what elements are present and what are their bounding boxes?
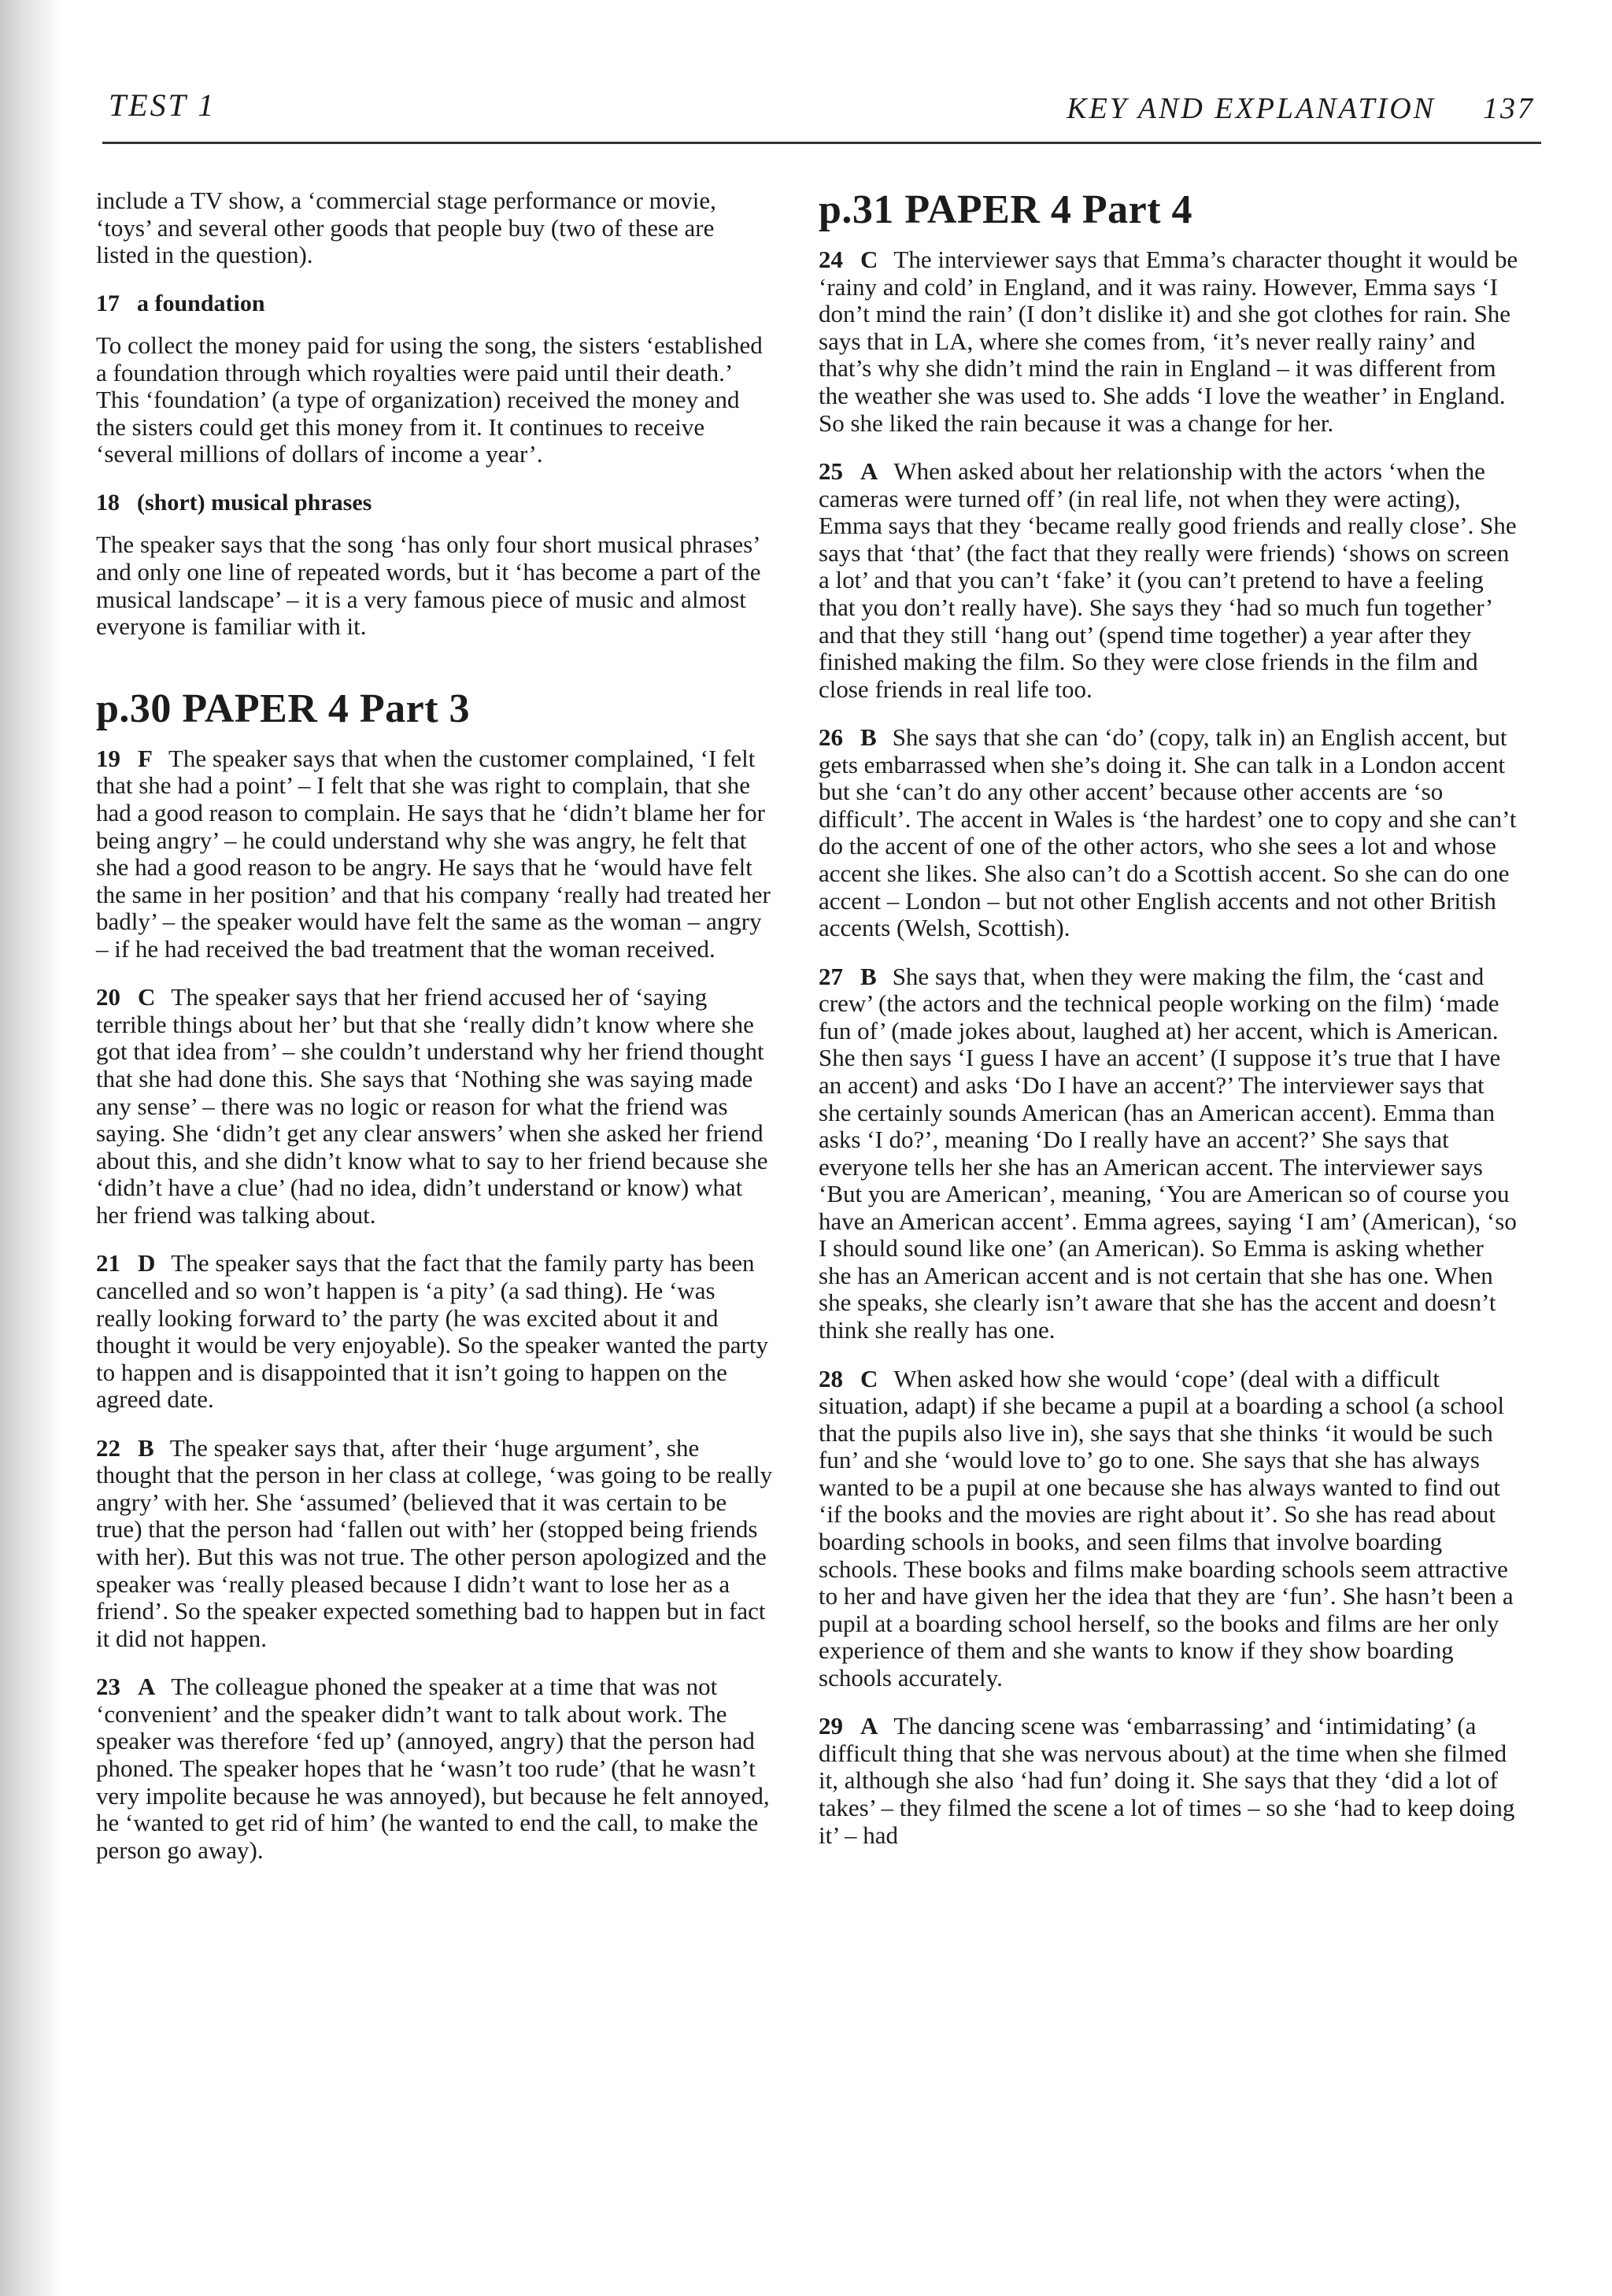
question-number: 20	[96, 983, 120, 1011]
answer-explanation: The interviewer says that Emma’s character thought it would be ‘rainy and cold’ in England, and it was rainy. However, Emma says ‘I don’t mind the rain’ (I don’t dislike it) and she got clothes for rain. She says that in LA, where she comes from, ‘it’s never really rainy’ and that’s why she didn’t mind the rain in England – it was different from the weather she was used to. She adds ‘I love the weather’ in England. So she liked the rain because it was a change for her.	[819, 246, 1518, 437]
question-number: 22	[96, 1433, 120, 1462]
section-heading-part4: p.31 PAPER 4 Part 4	[819, 187, 1193, 232]
question-number: 26	[819, 723, 843, 752]
answer-letter: A	[138, 1673, 156, 1701]
answer-letter: A	[860, 457, 878, 486]
answer-letter: C	[860, 1364, 878, 1392]
answer-item	[96, 1673, 773, 1864]
page-number: 137	[1483, 92, 1535, 125]
running-head-right	[1067, 91, 1535, 126]
question-number: 23	[96, 1673, 120, 1701]
question-number: 24	[819, 246, 843, 274]
running-head-left: TEST 1	[109, 87, 216, 123]
answer-item	[96, 1435, 773, 1653]
answer-letter: B	[860, 962, 877, 990]
answer-explanation: The speaker says that the fact that the family party has been cancelled and so won’t happen is ‘a pity’ (a sad thing). He ‘was really looking forward to’ the party (he was excited about it and thought it would be very enjoyable). So the speaker wanted the party to happen and is disappointed that it isn’t going to happen on the agreed date.	[96, 1249, 768, 1414]
answer-explanation: The speaker says that her friend accused her of ‘saying terrible things about her’ but that she ‘really didn’t know where she got that idea from’ – she couldn’t understand why her friend thought that she had done this. She says that ‘Nothing she was saying made any sense’ – there was no logic or reason for what the friend was saying. She ‘didn’t get any clear answers’ when she asked her friend about this, and she didn’t know what to say to her friend because she ‘didn’t have a clue’ (had no idea, didn’t understand or know) what her friend was talking about.	[96, 983, 768, 1229]
question-answer: a foundation	[137, 290, 265, 316]
right-column	[819, 187, 1519, 1870]
answer-item	[819, 963, 1519, 1344]
intro-paragraph: include a TV show, a ‘commercial stage performance or movie, ‘toys’ and several other goods that people buy (two of these are listed in the question).	[96, 187, 716, 269]
answer-explanation: When asked how she would ‘cope’ (deal with a difficult situation, adapt) if she became a pupil at a boarding a school (a school that the pupils also live in), she says that she thinks ‘it would be such fun’ and she ‘would love to’ go to one. She says that she has always wanted to be a pupil at one because she has always wanted to find out ‘if the books and the movies are right about it’. So she has read about boarding schools in books, and seen films that involve boarding schools. These books and films make boarding schools seem attractive to her and have given her the idea that they are ‘fun’. She hasn’t been a pupil at a boarding school herself, so the books and films are her only experience of them and she wants to know if they show boarding schools accurately.	[819, 1364, 1514, 1691]
answer-letter: B	[860, 723, 877, 752]
answer-item	[96, 984, 773, 1229]
q18-explanation: The speaker says that the song ‘has only four short musical phrases’ and only one line of repeated words, but it ‘has become a part of the musical landscape’ – it is a very famous piece of music and almost everyone is familiar with it.	[96, 531, 761, 641]
q17-explanation: To collect the money paid for using the song, the sisters ‘established a foundation through which royalties were paid until their death.’ This ‘foundation’ (a type of organization) received the money and the sisters could get this money from it. It continues to receive ‘several millions of dollars of income a year’.	[96, 331, 763, 468]
question-number: 17	[96, 290, 120, 316]
running-head-title: KEY AND EXPLANATION	[1067, 92, 1436, 125]
answer-item	[819, 1713, 1519, 1849]
question-number: 18	[96, 489, 120, 516]
answer-letter: B	[138, 1433, 154, 1462]
answer-letter: C	[860, 246, 878, 274]
q18-heading	[96, 490, 773, 516]
left-column	[96, 187, 773, 1885]
section-heading-part3: p.30 PAPER 4 Part 3	[96, 686, 471, 731]
answer-item	[96, 745, 773, 963]
q17-heading	[96, 290, 773, 316]
answer-item	[819, 724, 1519, 942]
answer-letter: A	[860, 1712, 878, 1740]
answer-item	[819, 246, 1519, 437]
question-answer: (short) musical phrases	[137, 489, 372, 516]
answer-item	[819, 458, 1519, 703]
question-number: 19	[96, 744, 120, 772]
question-number: 28	[819, 1364, 843, 1392]
question-number: 25	[819, 457, 843, 486]
question-number: 29	[819, 1712, 843, 1740]
answer-letter: F	[138, 744, 153, 772]
question-number: 27	[819, 962, 843, 990]
page-header	[102, 87, 1541, 144]
answer-explanation: She says that she can ‘do’ (copy, talk in) an English accent, but gets embarrassed when she’s doing it. She can talk in a London accent but she ‘can’t do any other accent’ because other accents are ‘so difficult’. The accent in Wales is ‘the hardest’ one to copy and she can’t do the accent of one of the other actors, who she sees a lot and whose accent she likes. She also can’t do a Scottish accent. So she can do one accent – London – but not other English accents and not other British accents (Welsh, Scottish).	[819, 723, 1517, 942]
book-spine-shadow	[0, 0, 61, 2296]
answer-item	[96, 1250, 773, 1413]
answer-item	[819, 1366, 1519, 1692]
answer-explanation: The speaker says that when the customer complained, ‘I felt that she had a point’ – I felt that she was right to complain, that she had a good reason to complain. He says that he ‘didn’t blame her for being angry’ – he could understand why she was angry, he felt that she had a good reason to be angry. He says that he ‘would have felt the same in her position’ and that his company ‘really had treated her badly’ – the speaker would have felt the same as the woman – angry – if he had received the bad treatment that the woman received.	[96, 744, 771, 963]
answer-letter: D	[138, 1249, 156, 1277]
answer-explanation: The dancing scene was ‘embarrassing’ and ‘intimidating’ (a difficult thing that she was nervous about) at the time when she filmed it, although she also ‘had fun’ doing it. She says that they ‘did a lot of takes’ – they filmed the scene a lot of times – so she ‘had to keep doing it’ – had	[819, 1712, 1515, 1849]
question-number: 21	[96, 1249, 120, 1277]
answer-explanation: When asked about her relationship with the actors ‘when the cameras were turned off’ (in real life, not when they were acting), Emma says that they ‘became really good friends and really close’. She says that ‘that’ (the fact that they really were friends) ‘shows on screen a lot’ and that you can’t ‘fake’ it (you can’t pretend to have a feeling that you don’t really have). She says they ‘had so much fun together’ and that they still ‘hang out’ (spend time together) a year after they finished making the film. So they were close friends in the film and close friends in real life too.	[819, 457, 1517, 703]
answer-letter: C	[138, 983, 156, 1011]
answer-explanation: The colleague phoned the speaker at a time that was not ‘convenient’ and the speaker didn’t want to talk about work. The speaker was therefore ‘fed up’ (annoyed, angry) that the person had phoned. The speaker hopes that he ‘wasn’t too rude’ (that he wasn’t very impolite because he was annoyed), but because he felt annoyed, he ‘wanted to get rid of him’ (he wanted to end the call, to make the person go away).	[96, 1673, 770, 1864]
answer-explanation: The speaker says that, after their ‘huge argument’, she thought that the person in her class at college, ‘was going to be really angry’ with her. She ‘assumed’ (believed that it was certain to be true) that the person had ‘fallen out with’ her (stopped being friends with her). But this was not true. The other person apologized and the speaker was ‘really pleased because I didn’t want to lose her as a friend’. So the speaker expected something bad to happen but in fact it did not happen.	[96, 1433, 773, 1652]
answer-explanation: She says that, when they were making the film, the ‘cast and crew’ (the actors and the technical people working on the film) ‘made fun of’ (made jokes about, laughed at) her accent, which is American. She then says ‘I guess I have an accent’ (I suppose it’s true that I have an accent) and asks ‘Do I have an accent?’ The interviewer says that she certainly sounds American (has an American accent). Emma than asks ‘I do?’, meaning ‘Do I really have an accent?’ She says that everyone tells her she has an American accent. The interviewer says ‘But you are American’, meaning, ‘You are American so of course you have an American accent’. Emma agrees, saying ‘I am’ (American), ‘so I should sound like one’ (an American). So Emma is asking whether she has an American accent and is not certain that she has one. When she speaks, she clearly isn’t aware that she has the accent and doesn’t think she really has one.	[819, 962, 1517, 1344]
